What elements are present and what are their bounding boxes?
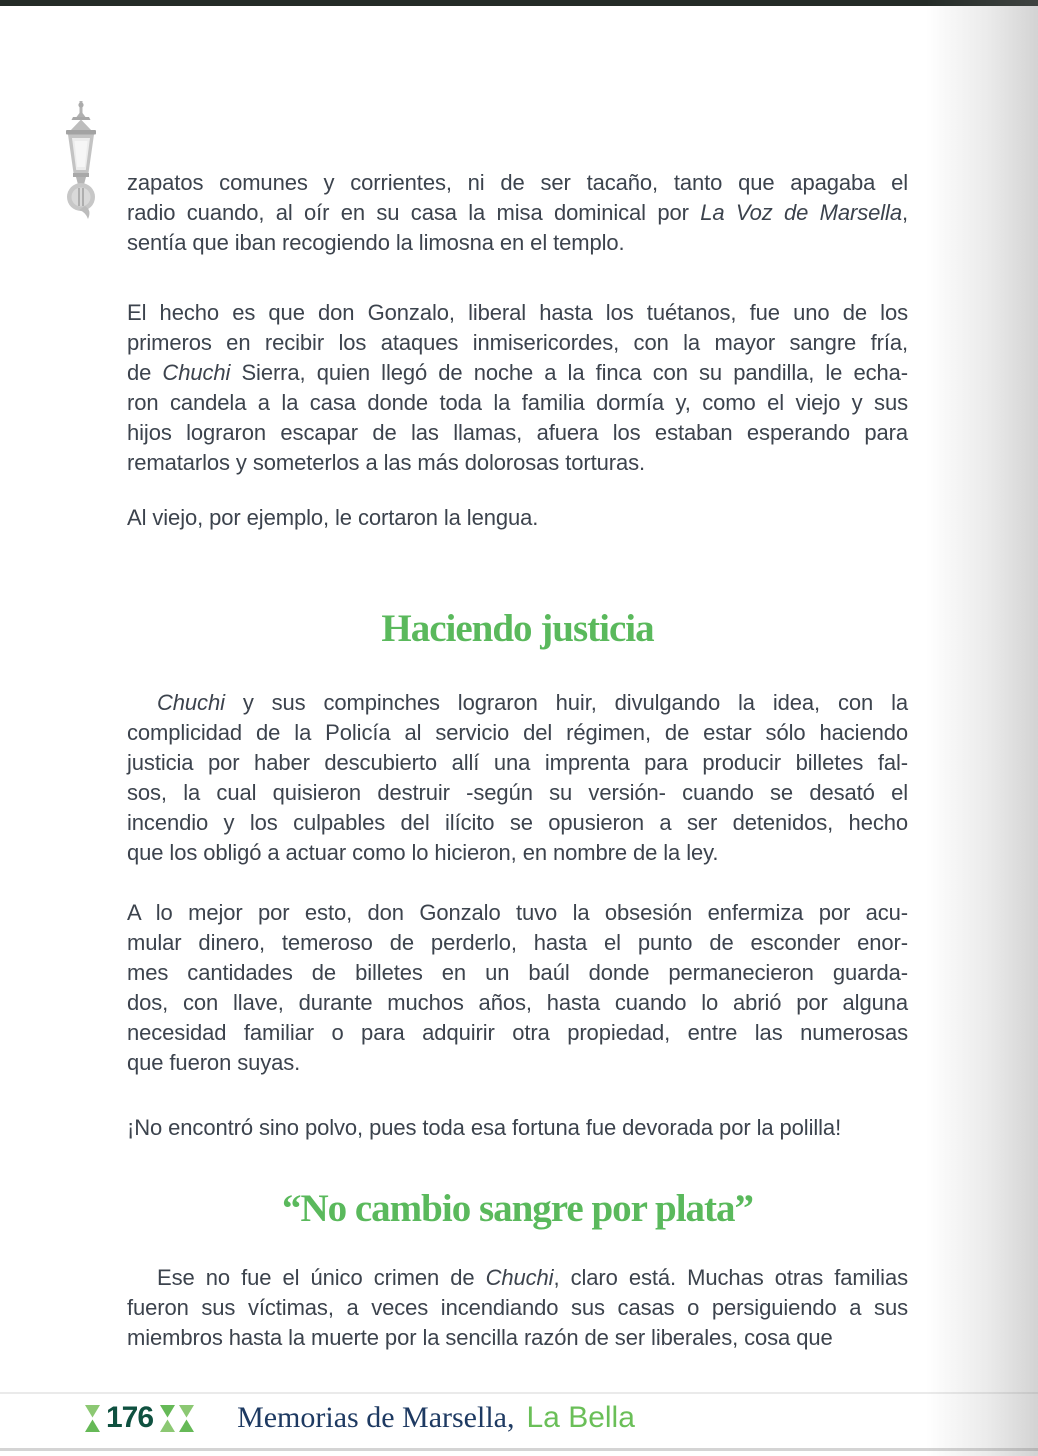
text-line: fueron sus víctimas, a veces incendiando sus casas o persiguiendo a sus <box>127 1295 908 1320</box>
text-line: mes cantidades de billetes en un baúl donde permanecieron guarda- <box>127 960 908 985</box>
text-line: Ese no fue el único crimen de Chuchi, claro está. Muchas otras familias <box>157 1265 908 1290</box>
text-line: de Chuchi Sierra, quien llegó de noche a la finca con su pandilla, le echa- <box>127 360 908 385</box>
hourglass-ornament-icon <box>178 1405 195 1432</box>
section-heading: “No cambio sangre por plata” <box>281 1187 754 1230</box>
page-edge-shadow <box>926 0 1038 1456</box>
text-line: incendio y los culpables del ilícito se opusieron a ser detenidos, hecho <box>127 810 908 835</box>
book-subtitle: La Bella <box>526 1401 635 1434</box>
book-title: Memorias de Marsella, <box>237 1401 515 1434</box>
section-heading: Haciendo justicia <box>381 607 654 650</box>
text-line: hijos lograron escapar de las llamas, afuera los estaban esperando para <box>127 420 908 445</box>
text-line: que los obligó a actuar como lo hicieron, en nombre de la ley. <box>127 840 719 865</box>
paragraph <box>127 1113 908 1143</box>
text-line: que fueron suyas. <box>127 1050 301 1075</box>
footer-divider-line <box>0 1392 1038 1394</box>
paragraph <box>127 688 908 868</box>
paragraph <box>127 898 908 1078</box>
page-text-column <box>127 0 908 1456</box>
text-line: rematarlos y someterlos a las más dolorosas torturas. <box>127 450 646 475</box>
paragraph <box>127 298 908 478</box>
text-line: radio cuando, al oír en su casa la misa dominical por La Voz de Marsella, <box>127 200 908 225</box>
text-line: sentía que iban recogiendo la limosna en el templo. <box>127 230 625 255</box>
paragraph <box>127 1263 908 1353</box>
text-line: complicidad de la Policía al servicio del régimen, de estar sólo haciendo <box>127 720 908 745</box>
text-line: A lo mejor por esto, don Gonzalo tuvo la obsesión enfermiza por acu- <box>127 900 908 925</box>
paragraph <box>127 503 908 533</box>
page-number: 176 <box>106 1401 154 1434</box>
text-line: Chuchi y sus compinches lograron huir, divulgando la idea, con la <box>157 690 908 715</box>
page-footer <box>84 1398 635 1438</box>
text-line: justicia por haber descubierto allí una imprenta para producir billetes fal- <box>127 750 908 775</box>
text-line: primeros en recibir los ataques inmisericordes, con la mayor sangre fría, <box>127 330 908 355</box>
text-line: ¡No encontró sino polvo, pues toda esa fortuna fue devorada por la polilla! <box>127 1115 842 1140</box>
hourglass-ornament-icon <box>84 1405 101 1432</box>
text-line: zapatos comunes y corrientes, ni de ser tacaño, tanto que apagaba el <box>127 170 908 195</box>
text-line: mular dinero, temeroso de perderlo, hasta el punto de esconder enor- <box>127 930 908 955</box>
text-line: ron candela a la casa donde toda la familia dormía y, como el viejo y sus <box>127 390 908 415</box>
page-bottom-edge <box>0 1448 1038 1451</box>
text-line: dos, con llave, durante muchos años, hasta cuando lo abrió por alguna <box>127 990 908 1015</box>
text-line: Al viejo, por ejemplo, le cortaron la lengua. <box>127 505 539 530</box>
text-line: necesidad familiar o para adquirir otra propiedad, entre las numerosas <box>127 1020 908 1045</box>
text-line: miembros hasta la muerte por la sencilla razón de ser liberales, cosa que <box>127 1325 833 1350</box>
text-line: El hecho es que don Gonzalo, liberal hasta los tuétanos, fue uno de los <box>127 300 908 325</box>
text-line: sos, la cual quisieron destruir -según su versión- cuando se desató el <box>127 780 908 805</box>
street-lantern-icon <box>55 100 107 225</box>
hourglass-ornament-icon <box>159 1405 176 1432</box>
paragraph <box>127 168 908 258</box>
ornament-group <box>159 1405 195 1432</box>
